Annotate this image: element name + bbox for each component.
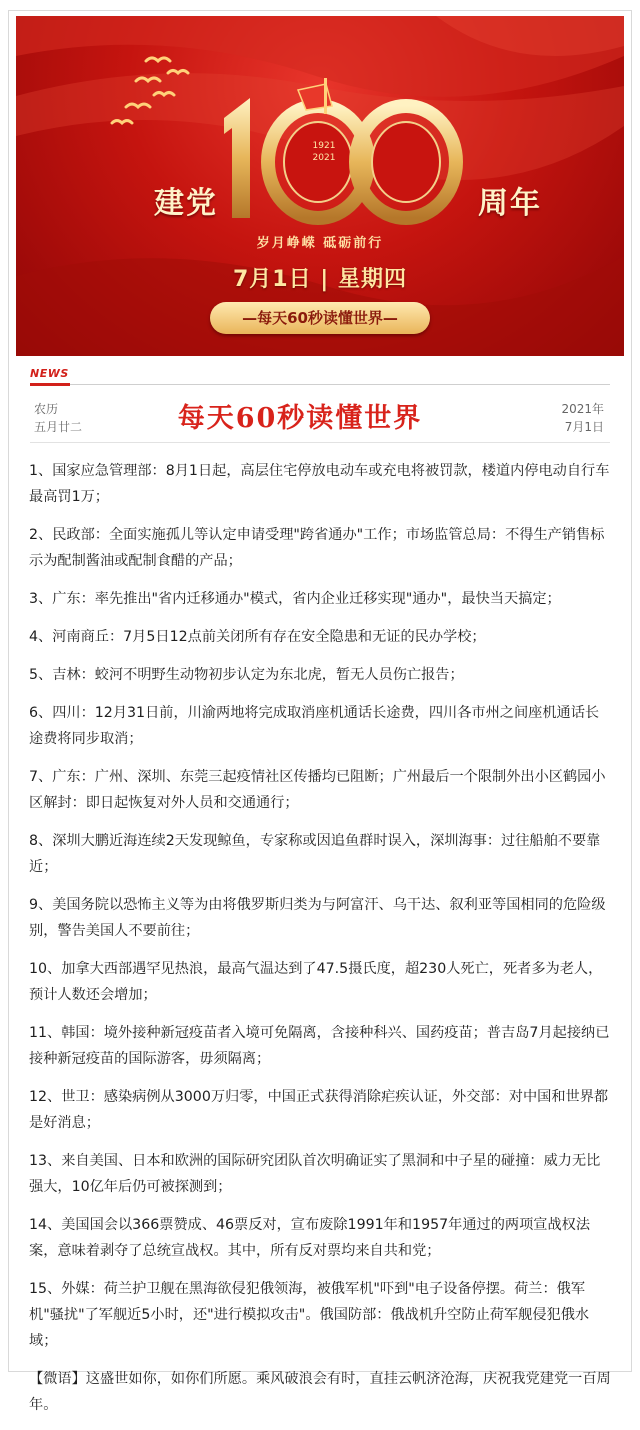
year-start: 1921 — [312, 141, 336, 151]
news-item-7: 7、广东：广州、深圳、东莞三起疫情社区传播均已阻断；广州最后一个限制外出小区鹤园小区解封：即日起恢复对外人员和交通通行； — [29, 769, 606, 811]
news-tag: NEWS — [30, 367, 69, 380]
news-divider — [30, 384, 610, 385]
lunar-label: 农历 — [34, 402, 59, 416]
news-item-14: 14、美国国会以366票赞成、46票反对，宣布废除1991年和1957年通过的两项宣战权法案，意味着剥夺了总统宣战权。其中，所有反对票均来自共和党； — [29, 1217, 591, 1259]
year-end: 2021 — [312, 153, 336, 163]
news-item-4: 4、河南商丘：7月5日12点前关闭所有存在安全隐患和无证的民办学校； — [29, 629, 486, 645]
news-item-13: 13、来自美国、日本和欧洲的国际研究团队首次明确证实了黑洞和中子星的碰撞：威力无比强大，10亿年后仍可被探测到； — [29, 1153, 601, 1195]
circle-years — [302, 140, 346, 164]
banner-pill: —每天60秒读懂世界— — [210, 302, 430, 334]
news-item-1: 1、国家应急管理部：8月1日起，高层住宅停放电动车或充电将被罚款，楼道内停电动自行车最高罚1万； — [29, 463, 610, 505]
banner-right-text: 周年 — [478, 186, 542, 221]
banner-image — [16, 16, 624, 356]
lunar-date-block — [34, 400, 82, 436]
news-item-3: 3、广东：率先推出"省内迁移通办"模式，省内企业迁移实现"通办"，最快当天搞定； — [29, 591, 561, 607]
news-item-12: 12、世卫：感染病例从3000万归零，中国正式获得消除疟疾认证，外交部：对中国和世界都是好消息； — [29, 1089, 609, 1131]
news-item-9: 9、美国务院以恐怖主义等为由将俄罗斯归类为与阿富汗、乌干达、叙利亚等国相同的危险级别，警告美国人不要前往； — [29, 897, 606, 939]
page-title: 每天60秒读懂世界 — [177, 403, 423, 434]
banner-date: 7月1日 | 星期四 — [233, 267, 407, 292]
news-list — [29, 458, 613, 1430]
banner-slogan: 岁月峥嵘 砥砺前行 — [256, 236, 384, 251]
lunar-date: 五月廿二 — [34, 420, 83, 434]
news-item-6: 6、四川：12月31日前，川渝两地将完成取消座机通话长途费，四川各市州之间座机通话长途费将同步取消； — [29, 705, 600, 747]
news-item-10: 10、加拿大西部遇罕见热浪，最高气温达到了47.5摄氏度，超230人死亡，死者多为老人，预计人数还会增加； — [29, 961, 603, 1003]
banner-left-text: 建党 — [154, 186, 218, 221]
news-item-15: 15、外媒：荷兰护卫舰在黑海欲侵犯俄领海，被俄军机"吓到"电子设备停摆。荷兰：俄军机"骚扰"了军舰近5小时，还"进行模拟攻击"。俄国防部：俄战机升空防止荷军舰侵犯俄水域； — [29, 1281, 590, 1349]
closing-remark: 【微语】这盛世如你，如你们所愿。乘风破浪会有时，直挂云帆济沧海，庆祝我党建党一百周年。 — [29, 1371, 611, 1413]
year-label: 2021年 — [561, 402, 604, 416]
news-item-5: 5、吉林：蛟河不明野生动物初步认定为东北虎，暂无人员伤亡报告； — [29, 667, 464, 683]
news-item-2: 2、民政部：全面实施孤儿等认定申请受理"跨省通办"工作；市场监管总局：不得生产销售标示为配制酱油或配制食醋的产品； — [29, 527, 605, 569]
date-label: 7月1日 — [564, 420, 604, 434]
news-item-11: 11、韩国：境外接种新冠疫苗者入境可免隔离，含接种科兴、国药疫苗；普吉岛7月起接纳已接种新冠疫苗的国际游客，毋须隔离； — [29, 1025, 610, 1067]
news-item-8: 8、深圳大鹏近海连续2天发现鲸鱼，专家称或因追鱼群时误入，深圳海事：过往船舶不要靠近； — [29, 833, 601, 875]
header-divider — [30, 442, 610, 443]
gregorian-date-block — [561, 400, 604, 436]
